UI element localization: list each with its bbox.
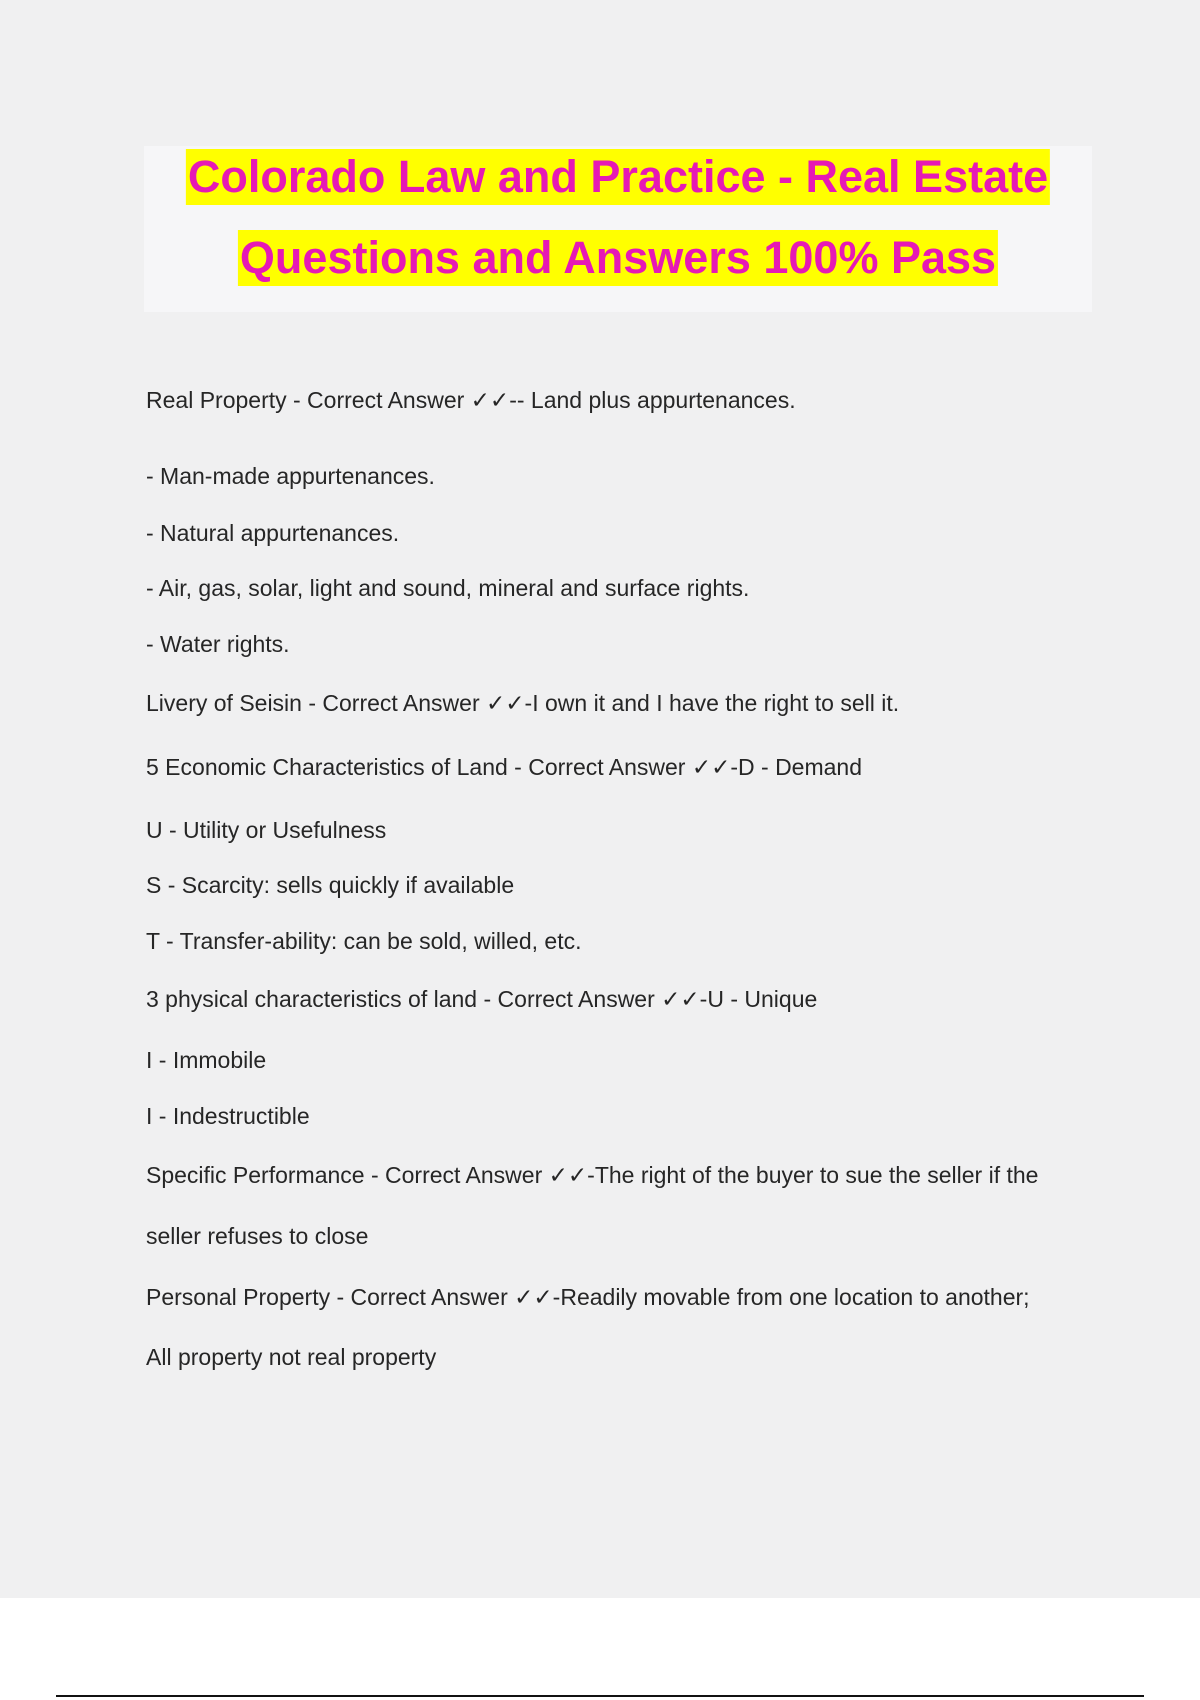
document-title-line-2: Questions and Answers 100% Pass (238, 230, 998, 286)
list-item-natural: - Natural appurtenances. (146, 520, 400, 546)
qa-real-property: Real Property - Correct Answer ✓✓-- Land plus appurtenances. (146, 387, 796, 413)
qa-specific-performance-cont: seller refuses to close (146, 1223, 369, 1249)
list-item-immobile: I - Immobile (146, 1047, 267, 1073)
list-item-indestructible: I - Indestructible (146, 1103, 310, 1129)
document-title-line-1: Colorado Law and Practice - Real Estate (186, 149, 1050, 205)
list-item-utility: U - Utility or Usefulness (146, 817, 387, 843)
qa-livery-of-seisin: Livery of Seisin - Correct Answer ✓✓-I own it and I have the right to sell it. (146, 690, 900, 716)
qa-economic-characteristics: 5 Economic Characteristics of Land - Correct Answer ✓✓-D - Demand (146, 754, 863, 780)
qa-personal-property: Personal Property - Correct Answer ✓✓-Readily movable from one location to another; (146, 1284, 1030, 1310)
list-item-man-made: - Man-made appurtenances. (146, 463, 435, 489)
qa-physical-characteristics: 3 physical characteristics of land - Correct Answer ✓✓-U - Unique (146, 986, 818, 1012)
qa-personal-property-cont: All property not real property (146, 1344, 437, 1370)
qa-specific-performance: Specific Performance - Correct Answer ✓✓-The right of the buyer to sue the seller if the (146, 1162, 1039, 1188)
title-block (144, 146, 1092, 312)
list-item-scarcity: S - Scarcity: sells quickly if available (146, 872, 515, 898)
footer-divider (56, 1695, 1144, 1697)
list-item-water-rights: - Water rights. (146, 631, 290, 657)
list-item-air-gas-solar: - Air, gas, solar, light and sound, mineral and surface rights. (146, 575, 750, 601)
list-item-transferability: T - Transfer-ability: can be sold, willed, etc. (146, 928, 582, 954)
